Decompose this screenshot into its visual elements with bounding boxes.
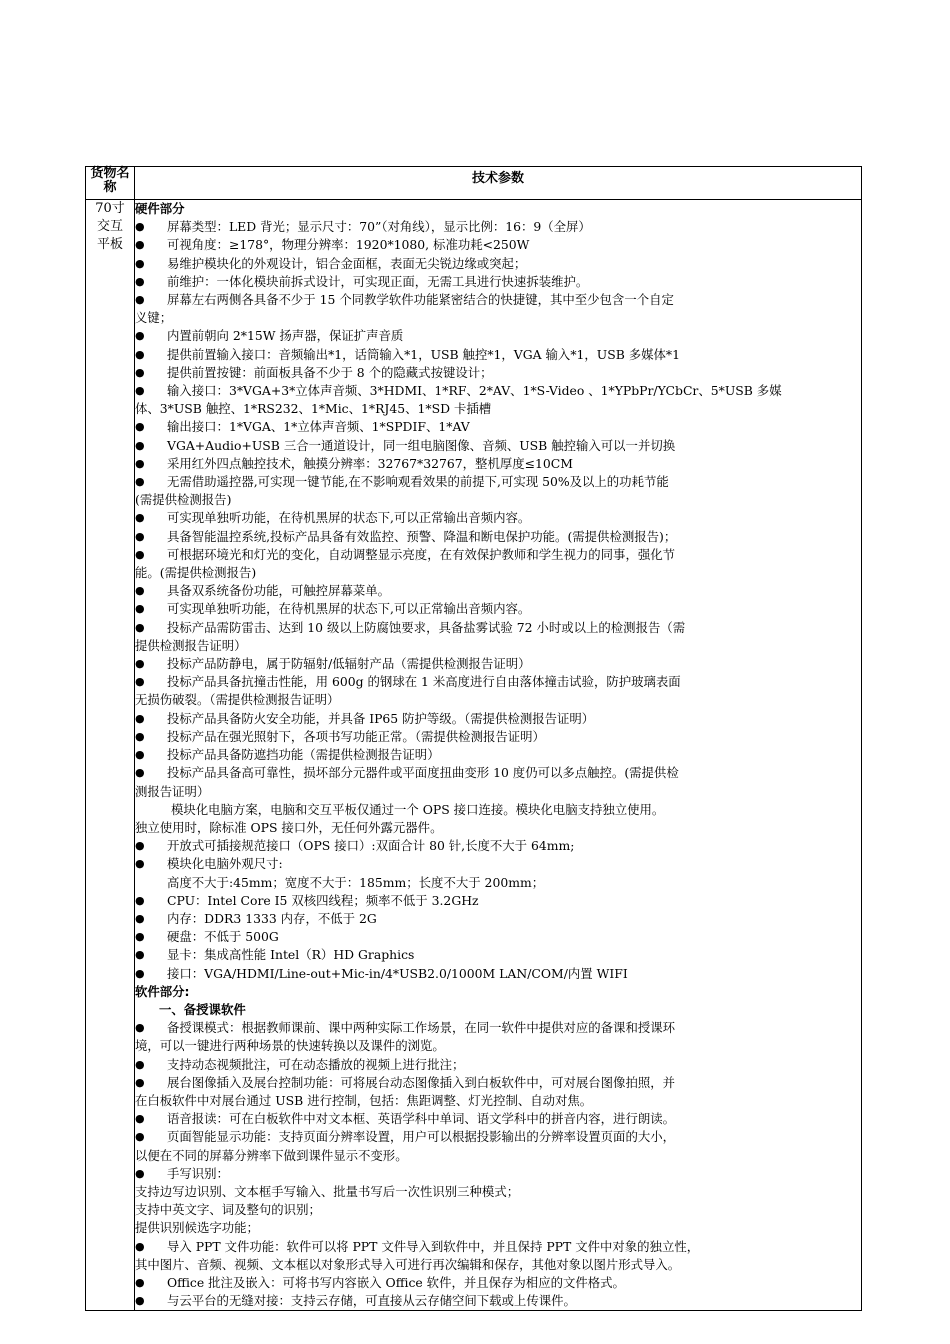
handwriting-list [135, 1183, 861, 1238]
bullet-item [135, 710, 861, 728]
bullet-text: 模块化电脑外观尺寸: [167, 856, 283, 872]
bullet-text: 开放式可插接规范接口（OPS 接口）:双面合计 80 针,长度不大于 64mm; [167, 838, 575, 854]
bullet-item [135, 1238, 861, 1274]
bullet-item [135, 619, 861, 655]
bullet-text: 投标产品具备抗撞击性能，用 600g 的钢球在 1 米高度进行自由落体撞击试验，防护玻璃表面 [167, 674, 681, 690]
bullet-item [135, 1019, 861, 1055]
bullet-text: 具备智能温控系统,投标产品具备有效监控、预警、降温和断电保护功能。(需提供检测报告)； [167, 528, 677, 544]
bullet-item [135, 455, 861, 473]
bullet-text: 接口：VGA/HDMI/Line-out+Mic-in/4*USB2.0/1000M LAN/COM/内置 WIFI [167, 965, 628, 981]
bullet-text-continued: 在白板软件中对展台通过 USB 进行控制，包括：焦距调整、灯光控制、自动对焦。 [135, 1092, 593, 1108]
bullet-text: 导入 PPT 文件功能：软件可以将 PPT 文件导入到软件中，并且保持 PPT 文件中对象的独立性， [167, 1238, 700, 1254]
bullet-item [135, 291, 861, 327]
bullet-text-continued: 境，可以一键进行两种场景的快速转换以及课件的浏览。 [135, 1038, 445, 1054]
bullet-text: 具备双系统备份功能，可触控屏幕菜单。 [167, 583, 391, 599]
handwriting-mode: 提供识别候选字功能； [135, 1220, 259, 1236]
bullet-item [135, 418, 861, 436]
bullet-text: 投标产品具备高可靠性，损坏部分元器件或平面度扭曲变形 10 度仍可以多点触控。(需提供检 [167, 765, 679, 781]
hardware-title: 硬件部分 [135, 201, 185, 216]
bullet-item [135, 728, 861, 746]
hardware-list [135, 218, 861, 801]
bullet-text-continued: 测报告证明） [135, 783, 210, 799]
software-list [135, 1019, 861, 1183]
handwriting-mode: 支持中英文字、词及整句的识别； [135, 1202, 321, 1218]
bullet-text: 手写识别： [167, 1165, 229, 1181]
ops-list [135, 837, 861, 873]
bullet-item [135, 546, 861, 582]
bullet-item [135, 473, 861, 509]
header-tech-params: 技术参数 [135, 167, 862, 200]
bullet-text-continued: 其中图片、音频、视频、文本框以对象形式导入可进行再次编辑和保存，其他对象以图片形式导入。 [135, 1256, 681, 1272]
bullet-text: 支持动态视频批注，可在动态播放的视频上进行批注； [167, 1056, 465, 1072]
header-row [86, 167, 862, 200]
bullet-item [135, 928, 861, 946]
bullet-item [135, 1165, 861, 1183]
bullet-item [135, 855, 861, 873]
software-subtitle: 一、备授课软件 [159, 1001, 246, 1017]
handwriting-mode: 支持边写边识别、文本框手写输入、批量书写后一次性识别三种模式； [135, 1183, 520, 1199]
bullet-text: 可实现单独听功能，在待机黑屏的状态下,可以正常输出音频内容。 [167, 601, 531, 617]
bullet-text: 投标产品具备防火安全功能，并具备 IP65 防护等级。（需提供检测报告证明） [167, 710, 595, 726]
bullet-text: 输入接口：3*VGA+3*立体声音频、3*HDMI、1*RF、2*AV、1*S-Video 、1*YPbPr/YCbCr、5*USB 多媒 [167, 383, 782, 399]
bullet-text: 备授课模式：根据教师课前、课中两种实际工作场景，在同一软件中提供对应的备课和授课环 [167, 1020, 676, 1036]
bullet-item [135, 255, 861, 273]
bullet-item [135, 655, 861, 673]
bullet-item [135, 910, 861, 928]
bullet-item [135, 1074, 861, 1110]
bullet-text: 采用红外四点触控技术，触摸分辨率：32767*32767，整机厚度≤10CM [167, 455, 573, 471]
bullet-text: 输出接口：1*VGA、1*立体声音频、1*SPDIF、1*AV [167, 419, 470, 435]
bullet-text: 投标产品在强光照射下，各项书写功能正常。（需提供检测报告证明） [167, 728, 545, 744]
bullet-item [135, 600, 861, 618]
bullet-text-continued: (需提供检测报告) [135, 492, 232, 508]
goods-name: 70寸交互平板 [95, 201, 125, 252]
pc-spec-list [135, 892, 861, 983]
bullet-item [135, 346, 861, 364]
software-title: 软件部分: [135, 983, 190, 999]
bullet-text: 投标产品具备防遮挡功能（需提供检测报告证明） [167, 747, 440, 763]
bullet-text: 可视角度：≥178°，物理分辨率：1920*1080, 标准功耗<250W [167, 237, 530, 253]
software-list-2 [135, 1238, 861, 1311]
bullet-item [135, 528, 861, 546]
bullet-item [135, 327, 861, 345]
bullet-item [135, 1274, 861, 1292]
bullet-item [135, 837, 861, 855]
goods-name-cell [86, 200, 135, 1311]
bullet-text: 屏幕左右两侧各具备不少于 15 个同教学软件功能紧密结合的快捷键，其中至少包含一个自定 [167, 292, 674, 308]
bullet-item [135, 364, 861, 382]
spec-table [85, 166, 862, 1311]
bullet-item [135, 273, 861, 291]
bullet-text-continued: 义键； [135, 310, 173, 326]
bullet-item [135, 764, 861, 800]
ops-paragraph-cont: 独立使用时，除标准 OPS 接口外，无任何外露元器件。 [135, 819, 443, 835]
product-row [86, 200, 862, 1311]
bullet-item [135, 1056, 861, 1074]
bullet-text-continued: 提供检测报告证明） [135, 637, 247, 653]
bullet-item [135, 965, 861, 983]
bullet-text-continued: 能。(需提供检测报告) [135, 565, 257, 581]
bullet-text: VGA+Audio+USB 三合一通道设计，同一组电脑图像、音频、USB 触控输入可以一并切换 [167, 437, 676, 453]
bullet-item [135, 236, 861, 254]
bullet-text-continued: 以便在不同的屏幕分辨率下做到课件显示不变形。 [135, 1147, 408, 1163]
bullet-text: 显卡：集成高性能 Intel（R）HD Graphics [167, 947, 415, 963]
bullet-text: 可根据环境光和灯光的变化，自动调整显示亮度，在有效保护教师和学生视力的同事，强化节 [167, 546, 676, 562]
bullet-item [135, 673, 861, 709]
bullet-item [135, 509, 861, 527]
bullet-text: 易维护模块化的外观设计，铝合金面框，表面无尖锐边缘或突起； [167, 255, 527, 271]
bullet-text: 投标产品需防雷击、达到 10 级以上防腐蚀要求，具备盐雾试验 72 小时或以上的检测报告（需 [167, 619, 686, 635]
bullet-text: 屏幕类型：LED 背光；显示尺寸：70”（对角线），显示比例：16：9（全屏） [167, 219, 591, 235]
bullet-text: Office 批注及嵌入：可将书写内容嵌入 Office 软件，并且保存为相应的文件格式。 [167, 1274, 625, 1290]
params-cell [135, 200, 862, 1311]
bullet-item [135, 1128, 861, 1164]
bullet-item [135, 1110, 861, 1128]
bullet-item [135, 946, 861, 964]
bullet-item [135, 218, 861, 236]
ops-size: 高度不大于:45mm；宽度不大于：185mm；长度不大于 200mm； [167, 874, 545, 890]
bullet-item [135, 582, 861, 600]
bullet-item [135, 746, 861, 764]
bullet-text: 内存：DDR3 1333 内存，不低于 2G [167, 910, 377, 926]
bullet-text: 投标产品防静电，属于防辐射/低辐射产品（需提供检测报告证明） [167, 656, 531, 672]
bullet-text: 与云平台的无缝对接：支持云存储，可直接从云存储空间下载或上传课件。 [167, 1293, 576, 1309]
bullet-text: 硬盘：不低于 500G [167, 929, 279, 945]
bullet-text: 提供前置输入接口：音频输出*1，话筒输入*1，USB 触控*1，VGA 输入*1，USB 多媒体*1 [167, 346, 681, 362]
bullet-text: CPU：Intel Core I5 双核四线程；频率不低于 3.2GHz [167, 892, 479, 908]
bullet-text: 展台图像插入及展台控制功能：可将展台动态图像插入到白板软件中，可对展台图像拍照，并 [167, 1074, 676, 1090]
bullet-text: 提供前置按键：前面板具备不少于 8 个的隐藏式按键设计； [167, 364, 493, 380]
ops-paragraph: 模块化电脑方案，电脑和交互平板仅通过一个 OPS 接口连接。模块化电脑支持独立使用。 [171, 801, 665, 817]
bullet-item [135, 1292, 861, 1310]
bullet-text: 页面智能显示功能：支持页面分辨率设置，用户可以根据投影输出的分辨率设置页面的大小， [167, 1129, 676, 1145]
header-goods-name: 货物名称 [86, 167, 135, 200]
bullet-item [135, 437, 861, 455]
bullet-item [135, 382, 861, 418]
bullet-text: 前维护：一体化模块前拆式设计，可实现正面，无需工具进行快速拆装维护。 [167, 273, 589, 289]
bullet-text: 可实现单独听功能，在待机黑屏的状态下,可以正常输出音频内容。 [167, 510, 531, 526]
bullet-text: 内置前朝向 2*15W 扬声器，保证扩声音质 [167, 328, 404, 344]
bullet-item [135, 892, 861, 910]
bullet-text-continued: 体、3*USB 触控、1*RS232、1*Mic、1*RJ45、1*SD 卡插槽 [135, 401, 492, 417]
bullet-text-continued: 无损伤破裂。（需提供检测报告证明） [135, 692, 340, 708]
bullet-text: 语音报读：可在白板软件中对文本框、英语学科中单词、语文学科中的拼音内容，进行朗读。 [167, 1111, 676, 1127]
bullet-text: 无需借助遥控器,可实现一键节能,在不影响观看效果的前提下,可实现 50%及以上的功耗节能 [167, 474, 669, 490]
